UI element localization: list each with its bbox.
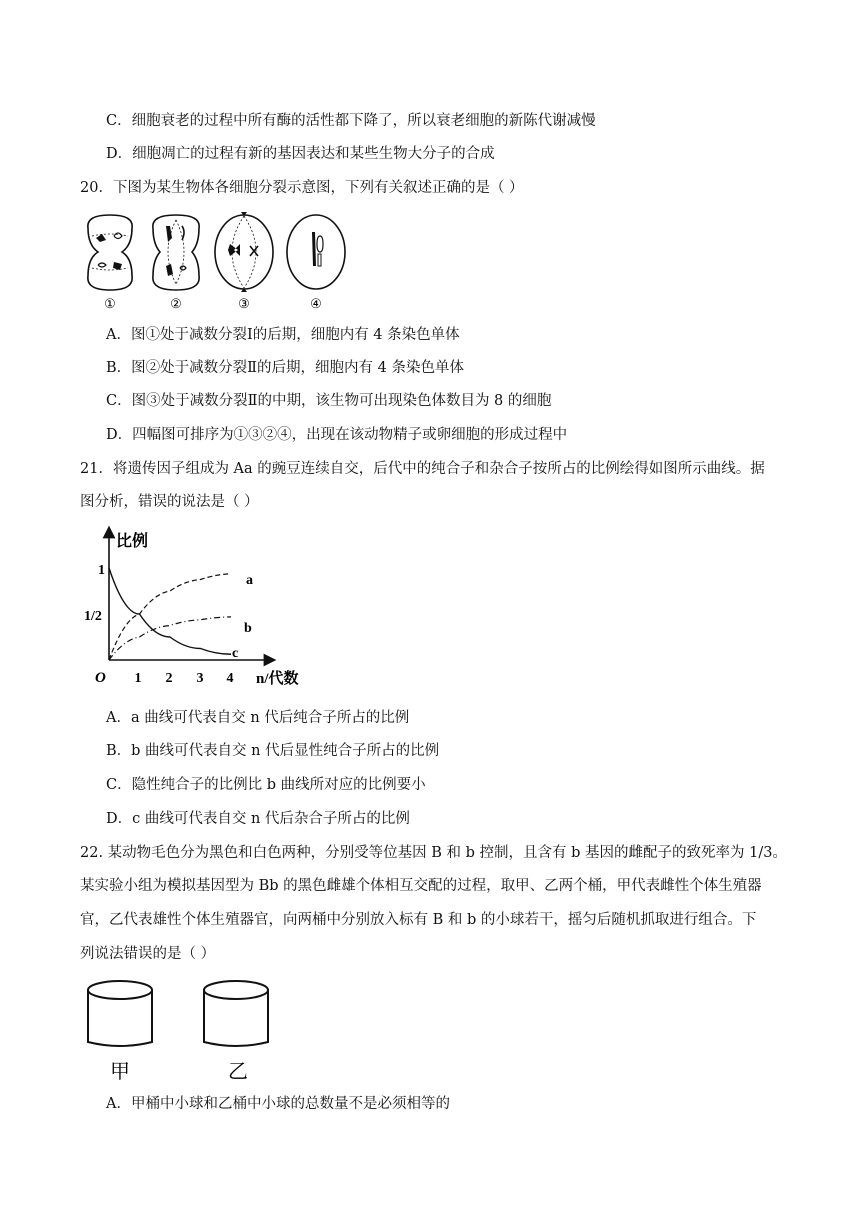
cell-label-4: ④ (310, 296, 322, 311)
cell-2-diagram (153, 215, 199, 290)
x-tick-4: 4 (226, 671, 234, 686)
q21-option-c: C．隐性纯合子的比例比 b 曲线所对应的比例要小 (106, 777, 426, 793)
cell-1-diagram (88, 215, 132, 290)
cell-4-diagram (287, 215, 345, 289)
q19-option-c: C．细胞衰老的过程中所有酶的活性都下降了，所以衰老细胞的新陈代谢减慢 (106, 113, 596, 129)
q22-option-a: A．甲桶中小球和乙桶中小球的总数量不是必须相等的 (106, 1096, 450, 1112)
bucket-label-jia: 甲 (110, 1061, 130, 1083)
q19-option-d: D．细胞凋亡的过程有新的基因表达和某些生物大分子的合成 (106, 146, 495, 162)
q20-option-b: B．图②处于减数分裂Ⅱ的后期，细胞内有 4 条染色单体 (106, 360, 464, 376)
q21-stem-line2: 图分析，错误的说法是（ ） (80, 494, 259, 510)
cell-3-diagram (215, 212, 273, 292)
q21-ratio-chart (80, 524, 310, 690)
cell-label-1: ① (104, 296, 116, 311)
q21-option-d: D．c 曲线可代表自交 n 代后杂合子所占的比例 (106, 811, 410, 827)
q22-buckets-figure (84, 976, 284, 1086)
curve-b-label: b (244, 621, 252, 636)
cell-label-3: ③ (238, 296, 250, 311)
q21-option-b: B．b 曲线可代表自交 n 代后显性纯合子所占的比例 (106, 743, 440, 759)
q22-stem-line2: 某实验小组为模拟基因型为 Bb 的黑色雌雄个体相互交配的过程，取甲、乙两个桶，甲代表雌性个体生殖器 (80, 878, 762, 894)
q20-option-d: D．四幅图可排序为①③②④，出现在该动物精子或卵细胞的形成过程中 (106, 427, 568, 443)
q22-stem-line1: 22. 某动物毛色分为黑色和白色两种，分别受等位基因 B 和 b 控制，且含有 b 基因的雌配子的致死率为 1/3。 (80, 845, 787, 861)
y-axis-label: 比例 (116, 533, 149, 550)
bucket-jia-icon (88, 981, 152, 1046)
q20-stem: 20．下图为某生物体各细胞分裂示意图，下列有关叙述正确的是（ ） (80, 180, 524, 196)
bucket-label-yi: 乙 (228, 1061, 248, 1083)
curve-a (109, 574, 231, 660)
x-tick-3: 3 (196, 671, 204, 686)
x-axis-label: n/代数 (256, 671, 299, 687)
origin-label: O (95, 670, 106, 686)
x-tick-2: 2 (165, 671, 173, 686)
y-tick-half: 1/2 (84, 609, 102, 624)
q20-cell-division-figure (80, 210, 370, 312)
q20-option-a: A．图①处于减数分裂Ⅰ的后期，细胞内有 4 条染色单体 (106, 327, 460, 343)
q21-option-a: A．a 曲线可代表自交 n 代后纯合子所占的比例 (106, 710, 410, 726)
q22-stem-line3: 官，乙代表雄性个体生殖器官，向两桶中分别放入标有 B 和 b 的小球若干，摇匀后随机抓取进行组合。下 (80, 912, 757, 928)
x-tick-1: 1 (134, 671, 142, 686)
q22-stem-line4: 列说法错误的是（ ） (80, 946, 216, 962)
cell-label-2: ② (170, 296, 182, 311)
q21-stem-line1: 21．将遗传因子组成为 Aa 的豌豆连续自交，后代中的纯合子和杂合子按所占的比例绘得如图所示曲线。据 (80, 461, 765, 477)
curve-c-label: c (232, 646, 239, 661)
q20-option-c: C．图③处于减数分裂Ⅱ的中期，该生物可出现染色体数目为 8 的细胞 (106, 393, 552, 409)
curve-a-label: a (246, 573, 253, 588)
y-tick-1: 1 (98, 563, 105, 578)
bucket-yi-icon (204, 981, 268, 1046)
